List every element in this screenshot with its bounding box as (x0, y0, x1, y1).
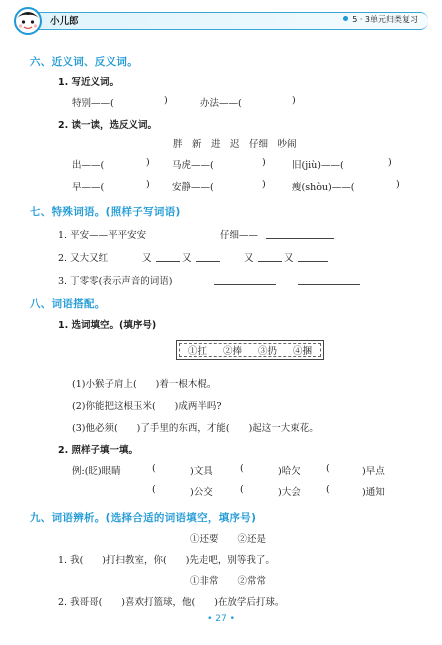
s6-q1-b: ) (164, 95, 168, 106)
s7-l2-blank-3[interactable] (258, 250, 282, 262)
s8-g1-3: )哈欠 (278, 466, 301, 477)
unit-text: 5 · 3单元归类复习 (352, 15, 418, 24)
s8-g1-1: )文具 (190, 466, 213, 477)
s8-g2-4: ( (326, 484, 330, 495)
s7-l3: 3. 丁零零(表示声音的词语) (58, 276, 173, 287)
s7-l1-b: 仔细—— (220, 230, 259, 241)
s8-q2-title: 2. 照样子填一填。 (58, 445, 139, 456)
unit-label (343, 14, 418, 25)
section-9-title: 九、词语辨析。(选择合适的词语填空，填序号) (30, 512, 257, 524)
s6-r1-3: ) (262, 157, 266, 168)
s8-g2-2: ( (240, 484, 244, 495)
mascot-icon (12, 6, 44, 36)
s7-l2-blank-4[interactable] (298, 250, 328, 262)
s9-q1: 1. 我( )打扫教室，你( )先走吧，别等我了。 (58, 555, 275, 566)
bullet-icon (343, 16, 348, 21)
s6-q2-words: 胖 新 进 迟 仔细 吵闹 (173, 139, 297, 150)
s6-r2-1: ) (146, 179, 150, 190)
s8-g1-2: ( (240, 463, 244, 474)
s8-example: 例:(眨)眼睛 (72, 466, 121, 477)
s6-r1-4: 旧(jiù)——( (292, 160, 344, 171)
word-choices-box (176, 340, 324, 360)
s8-g2-1: )公交 (190, 487, 213, 498)
s8-g1-5: )早点 (362, 466, 385, 477)
s7-l2-blank-2[interactable] (196, 250, 220, 262)
s6-r2-2: 安静——( (172, 182, 214, 193)
word-choices (179, 343, 321, 357)
section-6-title: 六、近义词、反义词。 (30, 56, 138, 68)
s6-r1-2: 马虎——( (172, 160, 214, 171)
s7-l1-blank[interactable] (266, 227, 334, 239)
s7-l2-you-4: 又 (284, 253, 294, 264)
s6-r2-4: 瘦(shòu)——( (292, 182, 355, 193)
s6-q2-title: 2. 读一读，选反义词。 (58, 120, 158, 131)
s6-q1-title: 1. 写近义词。 (58, 77, 120, 88)
s8-g2-0: ( (152, 484, 156, 495)
s7-l2-you-3: 又 (244, 253, 254, 264)
s6-r1-1: ) (146, 157, 150, 168)
s7-l3-blank-2[interactable] (298, 273, 360, 285)
s6-r2-3: ) (262, 179, 266, 190)
s7-l2-you-2: 又 (182, 253, 192, 264)
s6-q1-d: ) (292, 95, 296, 106)
s8-g1-4: ( (326, 463, 330, 474)
s7-l1-a: 1. 平安——平平安安 (58, 230, 147, 241)
s7-l2-a: 2. 又大又红 (58, 253, 109, 264)
s8-f2: (2)你能把这根玉米( )成两半吗? (72, 401, 222, 412)
s9-options-1: ①还要 ②还是 (190, 534, 267, 545)
s7-l3-blank-1[interactable] (214, 273, 276, 285)
s6-q1-c: 办法——( (200, 98, 242, 109)
page-header (0, 0, 442, 34)
s8-f3: (3)他必须( )了手里的东西，才能( )起这一大束花。 (72, 423, 319, 434)
brand-name: 小儿郎 (50, 16, 79, 27)
choice-1: ①扛 (187, 346, 207, 357)
section-8-title: 八、词语搭配。 (30, 298, 106, 310)
s9-options-2: ①非常 ②常常 (190, 576, 267, 587)
s8-q1-title: 1. 选词填空。(填序号) (58, 320, 157, 331)
s6-q1-a: 特别——( (72, 98, 114, 109)
s7-l2-blank-1[interactable] (156, 250, 180, 262)
s7-l2-you-1: 又 (142, 253, 152, 264)
choice-3: ③扔 (257, 346, 277, 357)
section-7-title: 七、特殊词语。(照样子写词语) (30, 206, 181, 218)
s8-g2-3: )大会 (278, 487, 301, 498)
s6-r1-0: 出——( (72, 160, 105, 171)
s8-f1: (1)小猴子肩上( )着一根木棍。 (72, 379, 217, 390)
page-number: • 27 • (207, 614, 235, 624)
s8-g2-5: )通知 (362, 487, 385, 498)
choice-2: ②捧 (222, 346, 242, 357)
s6-r2-5: ) (396, 179, 400, 190)
s6-r1-5: ) (388, 157, 392, 168)
s9-q2: 2. 我哥哥( )喜欢打篮球，他( )在放学后打球。 (58, 597, 285, 608)
choice-4: ④捆 (292, 346, 312, 357)
s8-g1-0: ( (152, 463, 156, 474)
s6-r2-0: 早——( (72, 182, 105, 193)
